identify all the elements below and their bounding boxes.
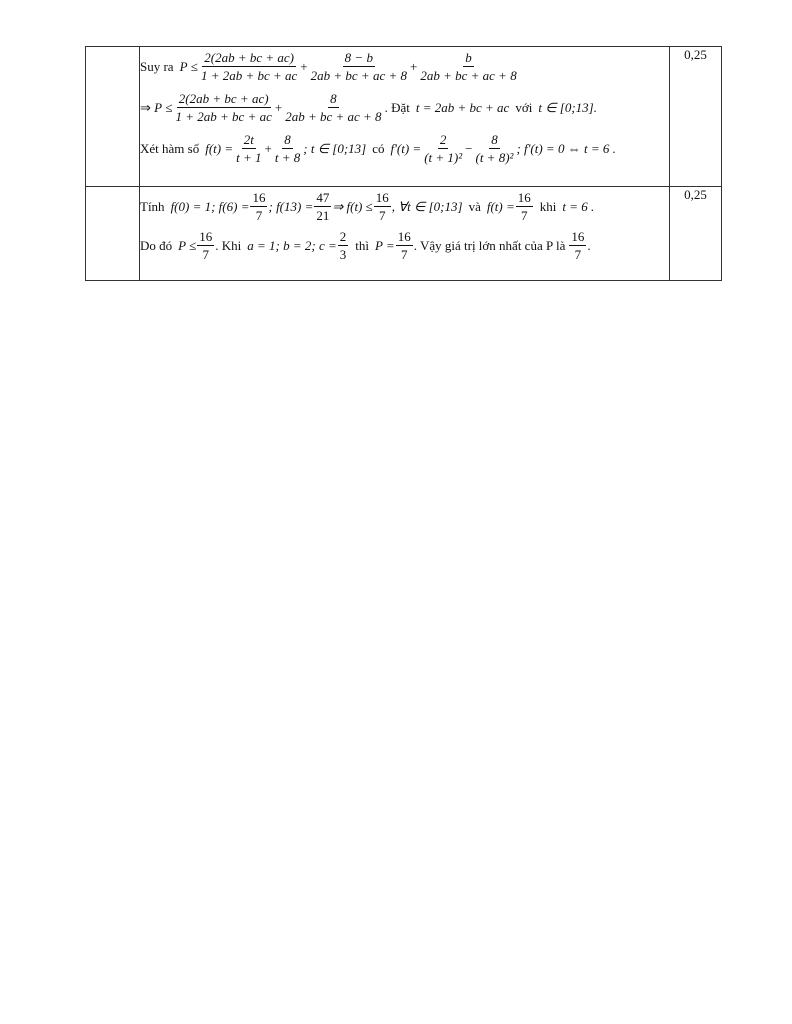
frac-num: 16: [397, 229, 411, 244]
f13-label: ; f(13) =: [268, 199, 314, 214]
score-value: 0,25: [684, 47, 707, 62]
table-row: [86, 47, 722, 187]
frac-den: 7: [379, 208, 386, 223]
var-p: P: [179, 59, 188, 74]
frac-num: 16: [375, 190, 389, 205]
fraction: [396, 230, 413, 261]
content-cell: [140, 187, 670, 281]
table-row: [86, 187, 722, 281]
frac-den: 7: [521, 208, 528, 223]
fraction: [516, 191, 533, 222]
frac-num: 2(2ab + bc + ac): [178, 91, 269, 106]
frac-den: t + 1: [236, 150, 262, 165]
frac-den: t + 8: [274, 150, 301, 165]
frac-den: (t + 8)²: [475, 150, 514, 165]
fraction: [197, 230, 214, 261]
t-value: t = 6 .: [562, 199, 595, 214]
math-line-3: [140, 133, 669, 164]
fraction: [374, 191, 391, 222]
abc-values: a = 1; b = 2; c =: [247, 238, 337, 253]
frac-den: 7: [400, 247, 408, 262]
text-khi: . Khi: [215, 238, 242, 253]
minus-sign: −: [465, 141, 473, 156]
frac-den: 21: [316, 208, 330, 223]
conclusion-text: . Vậy giá trị lớn nhất của P là: [413, 238, 566, 253]
p-eq: P =: [374, 238, 395, 253]
fraction: [473, 133, 515, 164]
ft-label: f(t) =: [486, 199, 515, 214]
frac-den: 7: [202, 247, 209, 262]
t-definition: t = 2ab + bc + ac: [415, 100, 510, 115]
frac-num: 2(2ab + bc + ac): [204, 50, 294, 65]
frac-den: 7: [574, 247, 582, 262]
frac-den: 1 + 2ab + bc + ac: [200, 68, 298, 83]
text-dat: . Đặt: [384, 100, 410, 115]
fraction: [338, 230, 349, 261]
le-sign: ≤: [187, 59, 198, 74]
forall-range: , ∀t ∈ [0;13]: [391, 199, 463, 214]
solution-table: [85, 46, 722, 281]
fraction: [418, 51, 518, 82]
lead-text: Do đó: [140, 238, 173, 253]
empty-cell: [86, 47, 140, 187]
empty-cell: [86, 187, 140, 281]
fraction: [234, 133, 263, 164]
plus-sign: +: [274, 100, 283, 115]
frac-num: 16: [199, 229, 213, 244]
fraction: [309, 51, 409, 82]
le-sign: ≤: [162, 100, 173, 115]
t-range: t ∈ [0;13].: [538, 100, 597, 115]
fraction: [199, 51, 299, 82]
math-line-1: [140, 191, 669, 222]
frac-den: 1 + 2ab + bc + ac: [175, 109, 272, 124]
p-le: P ≤: [178, 238, 197, 253]
frac-num: 8: [284, 132, 291, 147]
plus-sign: +: [264, 141, 272, 156]
fraction: [273, 133, 302, 164]
derivative-zero: ; f'(t) = 0 ⇔ t = 6 .: [516, 141, 616, 156]
frac-den: (t + 1)²: [424, 150, 463, 165]
fraction: [283, 92, 383, 123]
frac-den: 7: [255, 208, 263, 223]
frac-num: 47: [316, 190, 330, 205]
lead-text: Suy ra: [140, 59, 174, 74]
plus-sign: +: [300, 59, 308, 74]
var-p: P: [154, 100, 163, 115]
content-cell: [140, 47, 670, 187]
math-line-2: [140, 230, 669, 261]
math-line-1: [140, 51, 669, 82]
function-name: f(t) =: [205, 141, 234, 156]
frac-num: 8 − b: [344, 50, 373, 65]
text-voi: với: [515, 100, 533, 115]
text-va: và: [468, 199, 481, 214]
math-line-2: [140, 92, 669, 123]
frac-num: 16: [252, 190, 266, 205]
fraction: [422, 133, 464, 164]
score-value: 0,25: [684, 187, 707, 202]
frac-den: 2ab + bc + ac + 8: [285, 109, 382, 124]
frac-num: 2: [439, 132, 447, 147]
frac-num: 2: [339, 229, 347, 244]
domain-range: ; t ∈ [0;13]: [303, 141, 367, 156]
f-values: f(0) = 1; f(6) =: [170, 199, 250, 214]
score-cell: [670, 47, 722, 187]
frac-num: 16: [571, 229, 585, 244]
frac-den: 2ab + bc + ac + 8: [420, 68, 517, 83]
frac-den: 3: [339, 247, 347, 262]
period: .: [587, 238, 591, 253]
frac-num: b: [465, 50, 472, 65]
lead-text: Xét hàm số: [140, 141, 200, 156]
text-khi: khi: [539, 199, 557, 214]
text-co: có: [372, 141, 385, 156]
implication: ⇒ f(t) ≤: [332, 199, 373, 214]
frac-num: 2t: [243, 132, 254, 147]
score-cell: [670, 187, 722, 281]
lead-text: Tính: [140, 199, 165, 214]
implies-sign: ⇒: [140, 100, 155, 115]
derivative-label: f'(t) =: [390, 141, 422, 156]
frac-den: 2ab + bc + ac + 8: [310, 68, 407, 83]
frac-num: 8: [491, 132, 498, 147]
fraction: [250, 191, 267, 222]
plus-sign: +: [410, 59, 418, 74]
fraction: [314, 191, 331, 222]
fraction: [569, 230, 586, 261]
frac-num: 16: [517, 190, 531, 205]
frac-num: 8: [330, 91, 337, 106]
fraction: [174, 92, 274, 123]
text-thi: thì: [355, 238, 369, 253]
